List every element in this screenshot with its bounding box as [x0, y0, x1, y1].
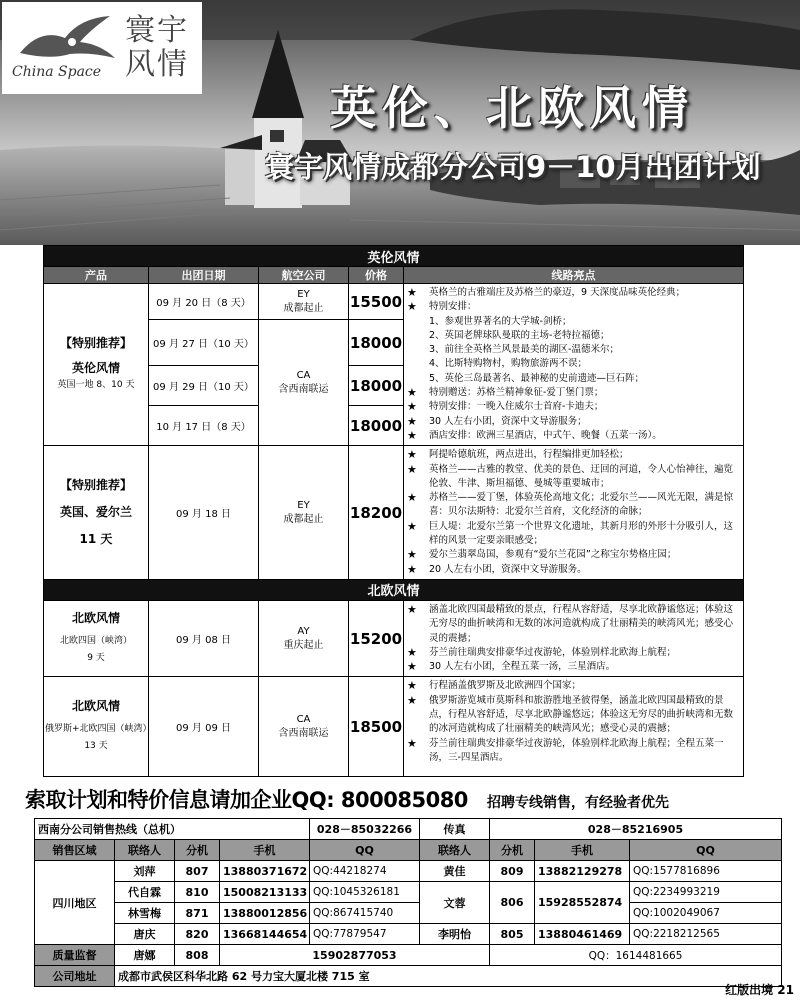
logo-english-text: China Space [12, 64, 102, 80]
hotline-number: 028－85032266 [310, 819, 420, 840]
header-ext: 分机 [490, 840, 535, 861]
logo-chinese-text: 寰宇风情 [125, 13, 189, 82]
region-cell: 四川地区 [35, 861, 115, 945]
contact-name: 李明怡 [420, 924, 490, 945]
airline-code: AY [297, 625, 310, 637]
list-item: ★ 酒店安排：欧洲三星酒店，中式午、晚餐（五菜一汤）。 [407, 428, 662, 442]
feature-list [407, 679, 740, 765]
feature-list [407, 286, 740, 443]
header-ext: 分机 [175, 840, 220, 861]
quality-mobile: 15902877053 [220, 945, 490, 966]
list-item: 1、参观世界著名的大学城-剑桥； [429, 315, 572, 327]
table-row [35, 903, 782, 924]
header-contact: 联络人 [115, 840, 175, 861]
star-icon: ★ [407, 286, 417, 299]
price: 18000 [349, 320, 404, 366]
contact-qq: QQ:1045326181 [310, 882, 420, 903]
fax-number: 028－85216905 [490, 819, 782, 840]
departure-date: 09 月 18 日 [149, 446, 259, 580]
header-mobile: 手机 [535, 840, 630, 861]
promo-qq-text: 索取计划和特价信息请加企业QQ: 800085080 [25, 788, 468, 812]
star-icon: ★ [407, 562, 417, 576]
star-icon: ★ [407, 491, 417, 505]
contact-name: 唐庆 [115, 924, 175, 945]
star-icon: ★ [407, 693, 417, 707]
contact-qq: QQ:77879547 [310, 924, 420, 945]
contact-mobile: 13668144654 [220, 924, 310, 945]
header-banner [0, 0, 800, 245]
list-item: ★ 英格兰——古雅的教堂、优美的景色、迂回的河道，令人心怡神往，遍览伦敦、牛津、斯坦福德、曼城等重要城市； [407, 462, 734, 489]
list-item: ★ 特别安排： [407, 300, 477, 314]
departure-date: 09 月 20 日（8 天） [149, 284, 259, 320]
product-subtitle: 北欧四国（峡湾） [59, 636, 132, 647]
product-name: 北欧风情 [71, 611, 120, 626]
list-item: ★ 特别安排：一晚入住威尔士首府-卡迪夫； [407, 400, 604, 414]
quality-row [35, 945, 782, 966]
contact-qq: QQ:44218274 [310, 861, 420, 882]
list-item: ★ 涵盖北欧四国最精致的景点，行程从容舒适，尽享北欧静谧悠远；体验这无穷尽的曲折峡湾和无数的冰河造就构成了壮丽精美的峡湾风光；感受心灵的震撼； [407, 602, 734, 644]
contact-name: 刘萍 [115, 861, 175, 882]
contact-ext: 806 [490, 882, 535, 924]
quality-label: 质量监督 [35, 945, 115, 966]
star-icon: ★ [407, 736, 417, 750]
address-text: 成都市武侯区科华北路 62 号力宝大厦北楼 715 室 [115, 966, 782, 987]
departure-date: 09 月 27 日（10 天） [149, 320, 259, 366]
star-icon: ★ [407, 462, 417, 476]
contact-mobile: 13880371672 [220, 861, 310, 882]
tour-routes-table [43, 245, 744, 777]
header-qq: QQ [630, 840, 782, 861]
airline-departure: 成都起止 [283, 302, 324, 314]
contact-ext: 810 [175, 882, 220, 903]
col-price: 价格 [349, 267, 404, 284]
fax-label: 传真 [420, 819, 490, 840]
list-item: 3、前往全英格兰风景最美的湖区-温德米尔； [429, 344, 619, 356]
contact-qq-secondary: QQ:1002049067 [630, 903, 782, 924]
list-item: ★ 芬兰前往瑞典安排豪华过夜游轮，体验别样北欧海上航程；全程五菜一汤，三-四星酒店。 [407, 736, 724, 763]
col-product: 产品 [44, 267, 149, 284]
product-subtitle: 俄罗斯+北欧四国（峡湾）13 天 [44, 724, 148, 752]
contact-qq: QQ:2234993219 [630, 882, 782, 903]
airline-cell [259, 320, 349, 446]
list-item: ★ 阿提哈德航班，两点进出，行程编排更加轻松； [407, 448, 629, 462]
contact-name: 黄佳 [420, 861, 490, 882]
star-icon: ★ [407, 386, 417, 400]
list-item: ★ 巨人堤：北爱尔兰第一个世界文化遗址，其新月形的外形十分吸引人，这样的风景一定要亲眼感受； [407, 519, 734, 547]
airline-code: CA [296, 369, 311, 381]
contact-ext: 820 [175, 924, 220, 945]
star-icon: ★ [407, 548, 417, 562]
airline-departure: 含西南联运 [278, 727, 329, 739]
star-icon: ★ [407, 602, 417, 616]
header-mobile: 手机 [220, 840, 310, 861]
address-row [35, 966, 782, 987]
section-header-uk: 英伦风情 [44, 246, 744, 267]
contact-ext: 807 [175, 861, 220, 882]
list-item: ★ 英格兰的古雅端庄及苏格兰的豪迈，9 天深度品味英伦经典； [407, 286, 686, 299]
col-date: 出团日期 [149, 267, 259, 284]
departure-date: 09 月 08 日 [149, 600, 259, 676]
contact-qq: QQ:2218212565 [630, 924, 782, 945]
table-row [35, 861, 782, 882]
features-cell [404, 600, 744, 676]
header-region: 销售区域 [35, 840, 115, 861]
star-icon: ★ [407, 414, 417, 428]
col-airline: 航空公司 [259, 267, 349, 284]
contact-mobile: 13882129278 [535, 861, 630, 882]
winged-horse-icon [10, 8, 120, 68]
promo-banner [25, 784, 669, 814]
airline-code: EY [297, 499, 310, 511]
table-row [35, 882, 782, 903]
airline-departure: 成都起止 [283, 513, 324, 525]
section-header-nordic: 北欧风情 [44, 579, 744, 600]
list-item: 2、英国老牌球队曼联的主场-老特拉福德； [429, 329, 610, 341]
airline-cell [259, 600, 349, 676]
page-title: 英伦、北欧风情 [330, 81, 694, 135]
header-contact: 联络人 [420, 840, 490, 861]
price: 15200 [349, 600, 404, 676]
product-name: 英伦风情 [71, 361, 120, 376]
product-duration: 11 天 [79, 532, 113, 547]
product-duration: 英国一地 8、10 天 [57, 380, 135, 391]
product-duration: 9 天 [87, 653, 105, 664]
features-cell [404, 284, 744, 446]
airline-cell [259, 284, 349, 320]
price: 18000 [349, 366, 404, 406]
contact-mobile: 13880461469 [535, 924, 630, 945]
contact-name: 文蓉 [420, 882, 490, 924]
contact-mobile: 15928552874 [535, 882, 630, 924]
contact-ext: 871 [175, 903, 220, 924]
contact-table [34, 818, 782, 987]
departure-date: 10 月 17 日（8 天） [149, 406, 259, 446]
departure-date: 09 月 29 日（10 天） [149, 366, 259, 406]
table-row [44, 600, 744, 676]
airline-code: EY [297, 288, 310, 300]
quality-ext: 808 [175, 945, 220, 966]
page-footer: 红版出境 21 [725, 983, 794, 997]
address-label: 公司地址 [35, 966, 115, 987]
hotline-row [35, 819, 782, 840]
contact-name: 代自霖 [115, 882, 175, 903]
list-item: ★ 爱尔兰翡翠岛国，参观有“爱尔兰花园”之称宝尔势格庄园； [407, 548, 677, 562]
list-item: ★ 行程涵盖俄罗斯及北欧洲四个国家； [407, 679, 582, 693]
contact-mobile: 13880012856 [220, 903, 310, 924]
list-item: ★ 30 人左右小团，资深中文导游服务； [407, 414, 587, 428]
list-item: ★ 20 人左右小团，资深中文导游服务。 [407, 562, 587, 576]
price: 18000 [349, 406, 404, 446]
product-name: 北欧风情 [71, 699, 120, 714]
star-icon: ★ [407, 300, 417, 314]
airline-cell [259, 677, 349, 777]
contact-mobile: 15008213133 [220, 882, 310, 903]
list-item: ★ 特别赠送：苏格兰精神象征-爱丁堡门票； [407, 386, 604, 400]
star-icon: ★ [407, 448, 417, 462]
table-row [44, 446, 744, 580]
feature-list [407, 448, 740, 577]
quality-name: 唐娜 [115, 945, 175, 966]
airline-departure: 含西南联运 [278, 383, 329, 395]
product-tag: 【特别推荐】 [59, 478, 132, 493]
col-features: 线路亮点 [404, 267, 744, 284]
star-icon: ★ [407, 645, 417, 659]
promo-recruit-text: 招聘专线销售，有经验者优先 [487, 795, 670, 811]
departure-date: 09 月 09 日 [149, 677, 259, 777]
page-subtitle: 寰宇风情成都分公司9－10月出团计划 [265, 150, 761, 184]
product-name: 英国、爱尔兰 [59, 505, 132, 520]
list-item: 4、比斯特购物村，购物旅游两不误； [429, 358, 588, 370]
contact-qq: QQ:867415740 [310, 903, 420, 924]
table-row [44, 284, 744, 320]
hotline-label: 西南分公司销售热线（总机） [35, 819, 310, 840]
features-cell [404, 446, 744, 580]
header-qq: QQ [310, 840, 420, 861]
list-item: ★ 苏格兰——爱丁堡，体验英伦高地文化；北爱尔兰——风光无限，满是惊喜：贝尔法斯特：北爱尔兰首府，文化经济的命脉； [407, 491, 734, 518]
list-item: ★ 芬兰前往瑞典安排豪华过夜游轮，体验别样北欧海上航程； [407, 645, 677, 659]
column-headers [44, 267, 744, 284]
star-icon: ★ [407, 679, 417, 693]
star-icon: ★ [407, 519, 417, 533]
contact-ext: 805 [490, 924, 535, 945]
quality-qq: QQ：1614481665 [490, 945, 782, 966]
list-item: ★ 俄罗斯游览城市莫斯科和旅游胜地圣彼得堡，涵盖北欧四国最精致的景点，行程从容舒适，尽享北欧静谧悠远；体验这无穷尽的曲折峡湾和无数的冰河造就构成了壮丽精美的峡湾风光；感受心灵的震撼； [407, 693, 734, 735]
price: 15500 [349, 284, 404, 320]
table-row [44, 677, 744, 777]
contact-qq: QQ:1577816896 [630, 861, 782, 882]
list-item: 5、英伦三岛最著名、最神秘的史前遗迹—巨石阵； [429, 372, 645, 384]
contact-headers [35, 840, 782, 861]
product-tag: 【特别推荐】 [59, 336, 132, 351]
features-cell [404, 677, 744, 777]
feature-list [407, 603, 740, 674]
star-icon: ★ [407, 400, 417, 414]
product-cell [44, 446, 149, 580]
airline-cell [259, 446, 349, 580]
airline-departure: 重庆起止 [283, 639, 324, 651]
price: 18500 [349, 677, 404, 777]
product-cell [44, 600, 149, 676]
product-cell [44, 284, 149, 446]
airline-code: CA [296, 713, 311, 725]
product-cell [44, 677, 149, 777]
list-item: ★ 30 人左右小团，全程五菜一汤，三星酒店。 [407, 660, 616, 674]
star-icon: ★ [407, 660, 417, 674]
company-logo [2, 2, 202, 94]
contact-name: 林雪梅 [115, 903, 175, 924]
price: 18200 [349, 446, 404, 580]
contact-ext: 809 [490, 861, 535, 882]
star-icon: ★ [407, 428, 417, 442]
table-row [35, 924, 782, 945]
